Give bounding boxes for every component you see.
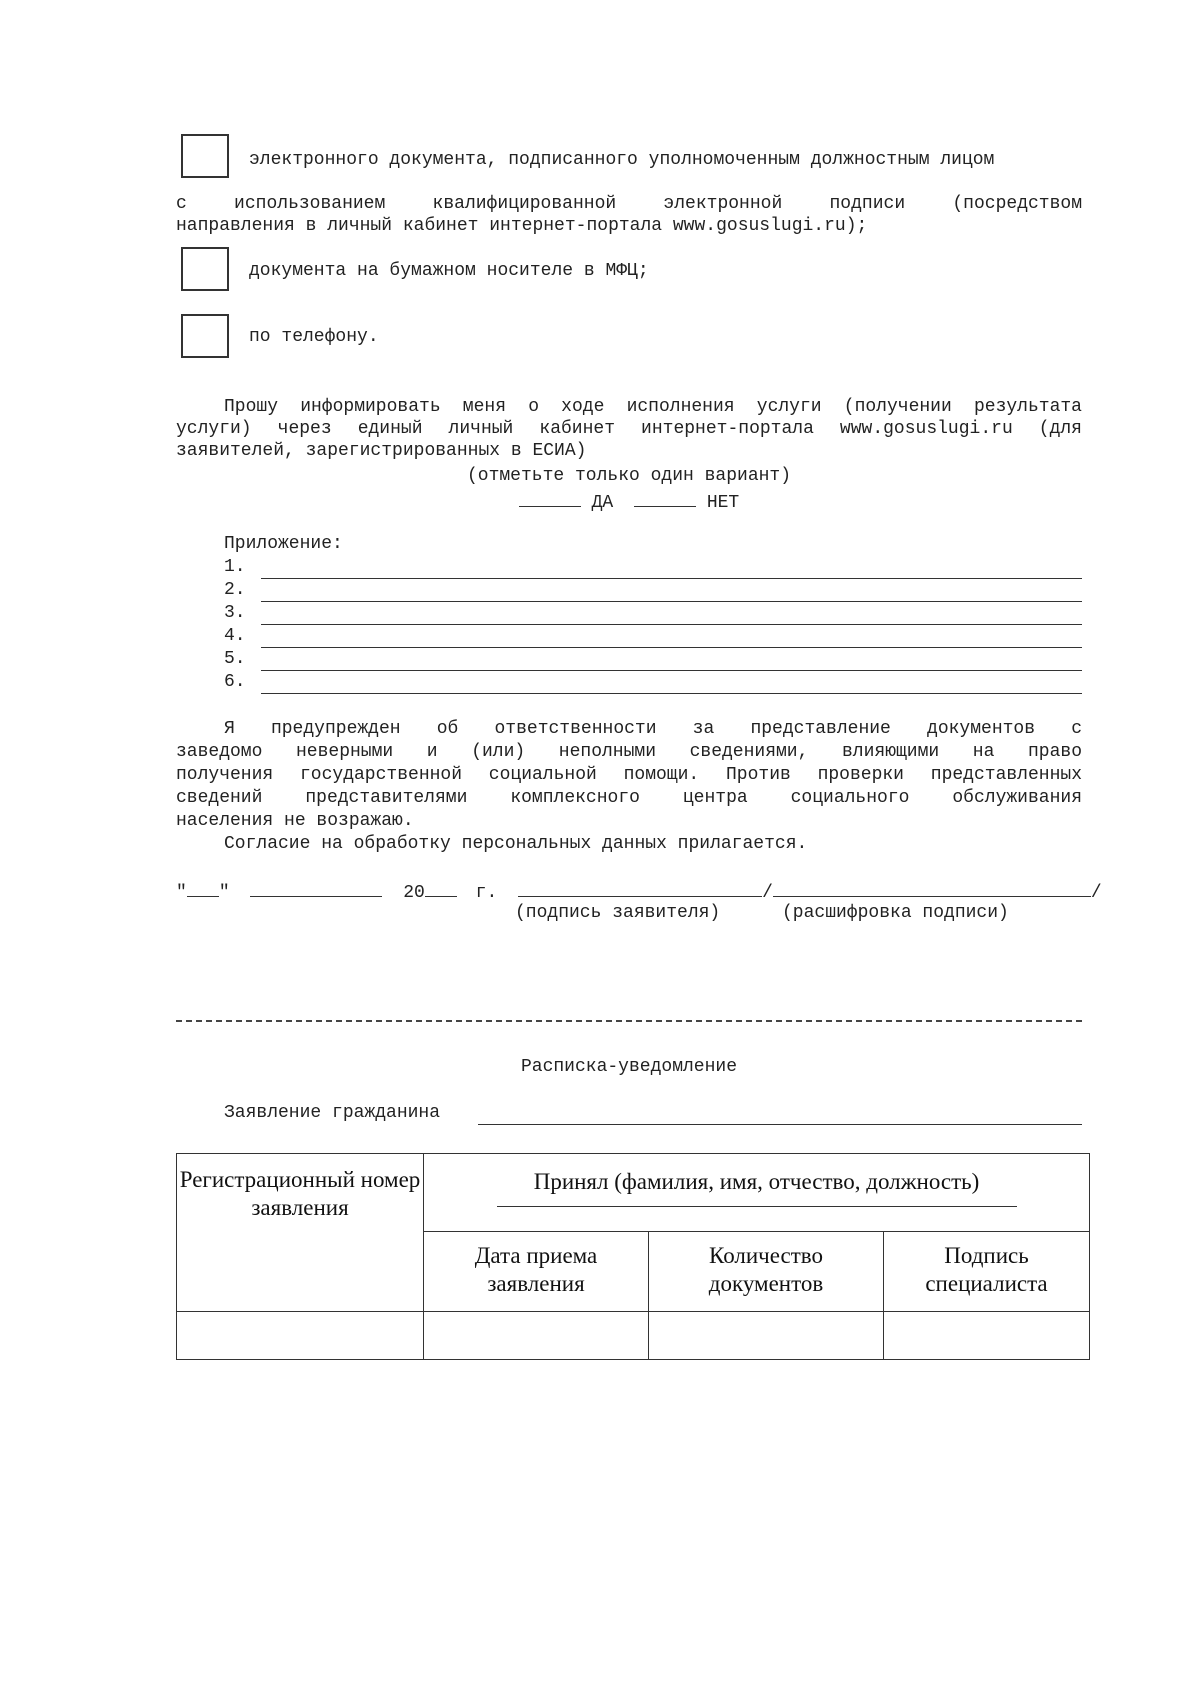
accepted-by-header bbox=[424, 1154, 1090, 1232]
attachment-line-2[interactable] bbox=[261, 601, 1082, 602]
no-blank[interactable] bbox=[634, 488, 696, 507]
decode-caption: (расшифровка подписи) bbox=[782, 903, 1009, 923]
electronic-continuation-line-1: с использованием квалифицированной электронной подписи (посредством bbox=[176, 194, 1082, 214]
option-paper-document-label: документа на бумажном носителе в МФЦ; bbox=[249, 261, 649, 281]
decode-blank[interactable] bbox=[773, 878, 1091, 897]
electronic-continuation-line-2: направления в личный кабинет интернет-портала www.gosuslugi.ru); bbox=[176, 216, 868, 236]
yes-no-choice bbox=[176, 488, 1082, 514]
inform-line-3: заявителей, зарегистрированных в ЕСИА) bbox=[176, 441, 587, 461]
signature-caption: (подпись заявителя) bbox=[515, 903, 721, 923]
year-prefix: 20 bbox=[403, 883, 425, 903]
checkbox-paper-document[interactable] bbox=[181, 247, 229, 291]
yes-label: ДА bbox=[591, 493, 614, 513]
day-blank[interactable] bbox=[187, 878, 219, 897]
attachment-line-1[interactable] bbox=[261, 578, 1082, 579]
option-phone-label: по телефону. bbox=[249, 327, 379, 347]
warning-line-4: сведений представителями комплексного центра социального обслуживания bbox=[176, 788, 1082, 808]
reg-number-cell[interactable] bbox=[177, 1312, 424, 1360]
month-blank[interactable] bbox=[250, 878, 382, 897]
consent-text: Согласие на обработку персональных данных прилагается. bbox=[224, 834, 808, 854]
attachment-number-4: 4. bbox=[224, 626, 246, 646]
accepted-by-line[interactable] bbox=[497, 1206, 1017, 1207]
attachment-number-6: 6. bbox=[224, 672, 246, 692]
quote-close: " bbox=[218, 883, 230, 903]
slash-1: / bbox=[762, 883, 773, 903]
year-suffix: г. bbox=[475, 883, 498, 903]
no-label: НЕТ bbox=[706, 493, 740, 513]
statement-label: Заявление гражданина bbox=[224, 1103, 441, 1123]
date-cell[interactable] bbox=[424, 1312, 649, 1360]
inform-note: (отметьте только один вариант) bbox=[466, 466, 792, 486]
statement-line[interactable] bbox=[478, 1124, 1082, 1125]
year-blank[interactable] bbox=[425, 878, 457, 897]
accepted-by-label: Принял (фамилия, имя, отчество, должность) bbox=[533, 1169, 980, 1194]
attachments-title: Приложение: bbox=[224, 534, 343, 554]
option-electronic-document-label: электронного документа, подписанного уполномоченным должностным лицом bbox=[249, 150, 995, 170]
inform-line-1: Прошу информировать меня о ходе исполнения услуги (получении результата bbox=[224, 397, 1082, 417]
count-header: Количество документов bbox=[649, 1232, 884, 1312]
checkbox-phone[interactable] bbox=[181, 314, 229, 358]
receipt-title: Расписка-уведомление bbox=[520, 1057, 738, 1077]
cut-line bbox=[176, 1020, 1082, 1022]
warning-last-line: населения не возражаю. bbox=[176, 811, 414, 831]
slash-2: / bbox=[1090, 883, 1102, 903]
signature-header: Подпись специалиста bbox=[884, 1232, 1090, 1312]
attachment-line-5[interactable] bbox=[261, 670, 1082, 671]
date-header: Дата приема заявления bbox=[424, 1232, 649, 1312]
quote-open: " bbox=[176, 883, 187, 903]
receipt-table bbox=[176, 1153, 1090, 1360]
date-signature-row bbox=[176, 878, 1102, 904]
attachment-line-6[interactable] bbox=[261, 693, 1082, 694]
warning-line-1: Я предупрежден об ответственности за представление документов с bbox=[224, 719, 1082, 739]
checkbox-electronic-document[interactable] bbox=[181, 134, 229, 178]
inform-line-2: услуги) через единый личный кабинет интернет-портала www.gosuslugi.ru (для bbox=[176, 419, 1082, 439]
warning-line-2: заведомо неверными и (или) неполными сведениями, влияющими на право bbox=[176, 742, 1082, 762]
count-cell[interactable] bbox=[649, 1312, 884, 1360]
attachment-number-3: 3. bbox=[224, 603, 246, 623]
yes-blank[interactable] bbox=[519, 488, 581, 507]
reg-number-header: Регистрационный номер заявления bbox=[177, 1154, 424, 1312]
attachment-line-3[interactable] bbox=[261, 624, 1082, 625]
signature-cell[interactable] bbox=[884, 1312, 1090, 1360]
attachment-line-4[interactable] bbox=[261, 647, 1082, 648]
signature-blank[interactable] bbox=[518, 878, 762, 897]
attachment-number-5: 5. bbox=[224, 649, 246, 669]
warning-line-3: получения государственной социальной помощи. Против проверки представленных bbox=[176, 765, 1082, 785]
attachment-number-1: 1. bbox=[224, 557, 246, 577]
attachment-number-2: 2. bbox=[224, 580, 246, 600]
